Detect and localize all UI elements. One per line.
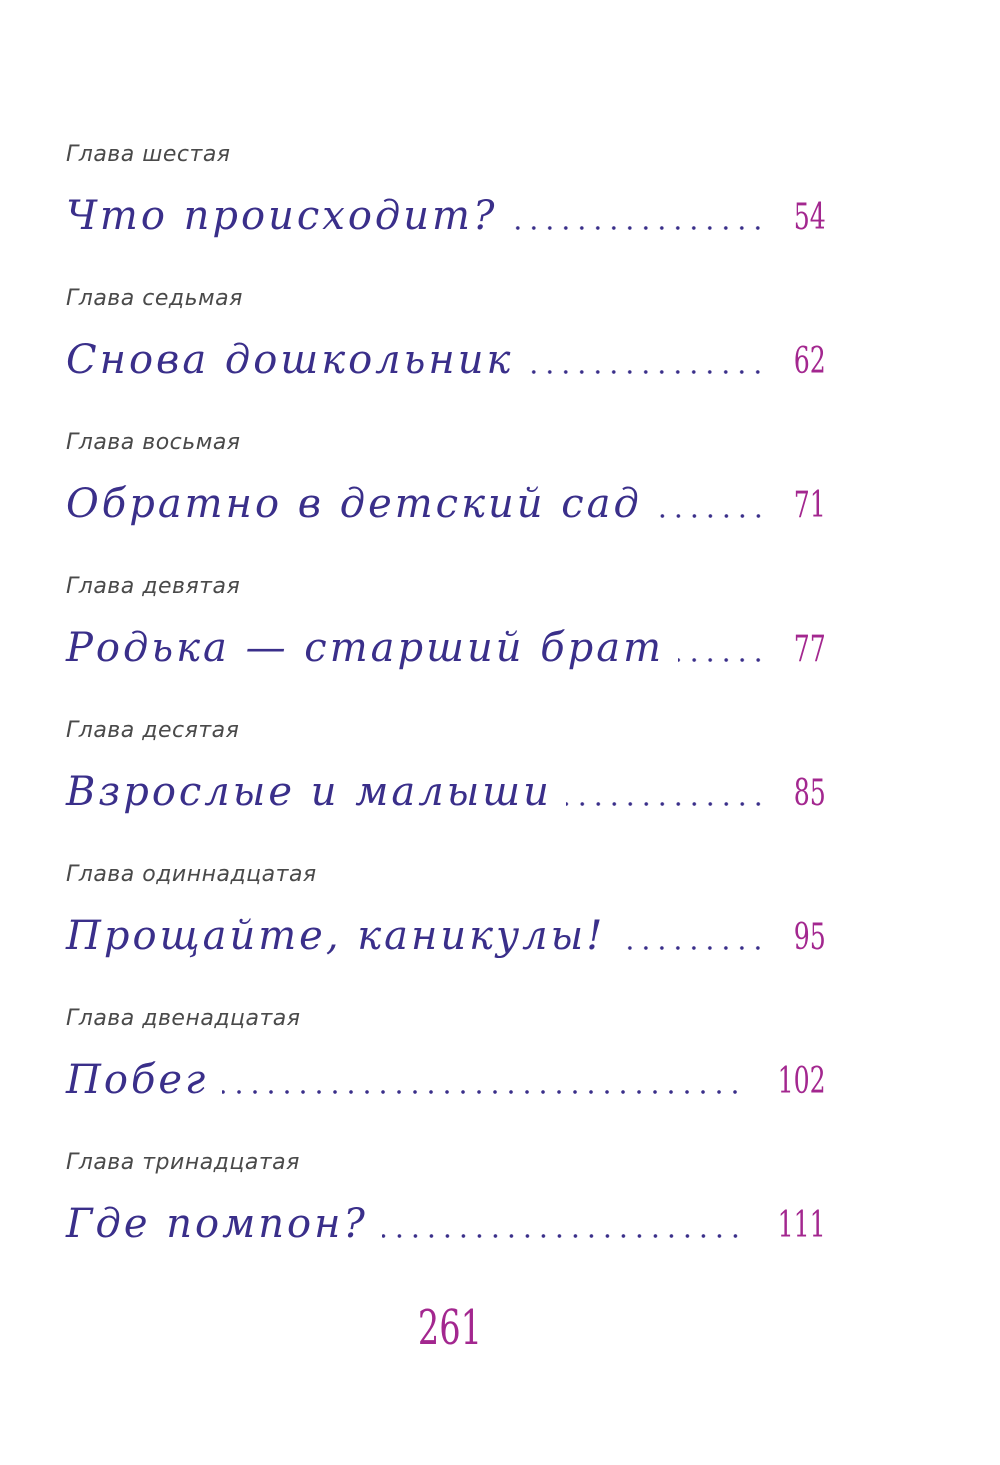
title-row [66,892,826,962]
chapter-label: Глава двенадцатая [66,1006,301,1031]
page-number: 85 [793,773,826,814]
title-row [66,172,826,242]
toc-entry [66,1150,826,1270]
chapter-title: Обратно в детский сад [66,481,642,527]
toc-entry [66,1006,826,1126]
chapter-title: Снова дошкольник [66,337,514,383]
chapter-title: Что происходит? [66,193,498,239]
title-row [66,1180,826,1250]
dot-leader [656,514,766,518]
chapter-label: Глава тринадцатая [66,1150,300,1175]
toc-entry [66,430,826,550]
dot-leader [511,226,766,230]
page-number: 111 [777,1205,826,1246]
chapter-title: Где помпон? [66,1201,368,1247]
page-number: 62 [793,341,826,382]
toc-entry [66,862,826,982]
chapter-label: Глава седьмая [66,286,243,311]
title-row [66,748,826,818]
title-row [66,604,826,674]
page-number: 77 [793,629,826,670]
chapter-title: Побег [66,1057,209,1103]
chapter-title: Прощайте, каникулы! [66,913,606,959]
page-folio: 261 [417,1300,483,1356]
dot-leader [619,946,766,950]
chapter-title: Взрослые и малыши [66,769,552,815]
chapter-label: Глава восьмая [66,430,241,455]
toc-entry [66,718,826,838]
dot-leader [527,370,766,374]
dot-leader [566,802,766,806]
page-number: 71 [793,485,826,526]
chapter-title: Родька — старший брат [66,625,664,671]
chapter-label: Глава одиннадцатая [66,862,317,887]
dot-leader [678,658,766,662]
toc-entry [66,286,826,406]
dot-leader [382,1234,743,1238]
page-number: 95 [793,917,826,958]
chapter-label: Глава шестая [66,142,231,167]
toc-entry [66,142,826,262]
title-row [66,1036,826,1106]
page-number: 54 [793,197,826,238]
chapter-label: Глава десятая [66,718,240,743]
title-row [66,316,826,386]
chapter-label: Глава девятая [66,574,241,599]
dot-leader [222,1090,743,1094]
title-row [66,460,826,530]
page-number: 102 [777,1061,826,1102]
toc-entry [66,574,826,694]
